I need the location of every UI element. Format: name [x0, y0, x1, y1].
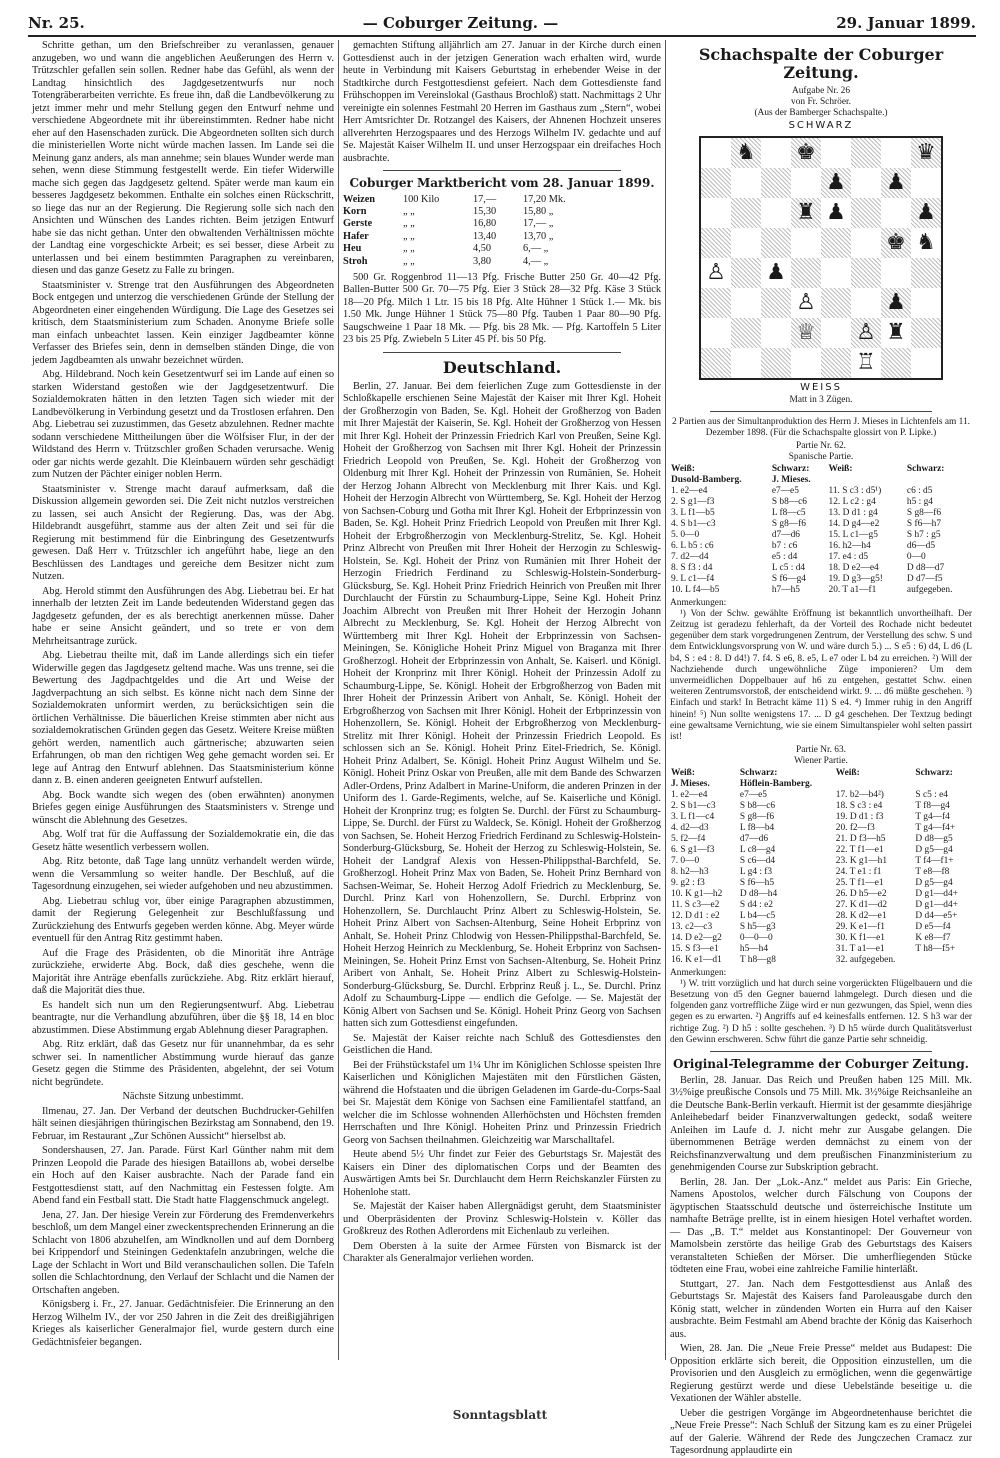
- column-1: [32, 40, 334, 1375]
- move-cell: S c5 : e4: [915, 789, 948, 800]
- issue-number: Nr. 25.: [28, 14, 85, 32]
- chess-problem-number: Aufgabe Nr. 26: [791, 86, 851, 96]
- game-62-notes: ¹) Von der Schw. gewählte Eröffnung ist bekanntlich unvortheilhaft. Der Zeitzug ist geradezu fehlerhaft, da der Vorteil des Rochade nicht bedeutet gegenüber dem stark vorgedrungenen Zentrum, der Verstellung des schw. S und dem Entwicklungsvorsprung von W. und wäre durch 5.) ... S e5 : 6) d4, L d6 (L b4, S : e4 : 8. D d4!) 7. f4. S e6, 8. e5, L e7 oder L b4 zu erreichen. ²) Will der Nachziehende durch ungewöhnliche Züge imponieren? Um dem unvermeidlichen Doppelbauer auf h6 zu entgehen, gestattet Schw. einen weiteren Zentrumsvorstoß, der entscheidend wirkt. 9. ... d6 müßte geschehen. ³) Einfach und stark! In Betracht käme 11) S e4. ⁴) Immer ruhig in den Angriff hinein! ⁵) Nun sollte wenigstens 17. ... D g4 geschehen. Der Textzug bedingt eine gewaltsame Vernichtung, wie sie einem Simultanspieler wohl selten passirt ist!: [670, 608, 972, 743]
- move-row: [670, 497, 972, 508]
- move-cell: c6 : d5: [906, 485, 933, 496]
- move-cell: 25. T f1—e1: [835, 877, 884, 888]
- chess-square: [701, 168, 731, 198]
- chess-square: [701, 198, 731, 228]
- move-cell: 9. g2 : f3: [671, 877, 705, 888]
- move-cell: S f6—g4: [771, 573, 806, 584]
- chess-problem-author: von Fr. Schröer.: [791, 97, 851, 108]
- chess-square: [851, 348, 881, 378]
- black-label: SCHWARZ: [788, 119, 854, 131]
- move-cell: 11. S c3—e2: [671, 899, 720, 910]
- page-header: [28, 6, 976, 37]
- move-cell: 10. K g1—h2: [671, 888, 723, 899]
- masthead: — Coburger Zeitung. —: [362, 14, 559, 32]
- column-rule: [338, 40, 339, 1360]
- market-row: Korn „ „ 15,30 15,80 „: [343, 205, 554, 217]
- move-cell: S f6—h7: [906, 518, 942, 529]
- market-row: Gerste „ „ 16,80 17,— „: [343, 218, 554, 230]
- notes-title: Anmerkungen:: [670, 967, 727, 978]
- article-paragraph: Abg. Wolf trat für die Auffassung der Sozialdemokratie ein, die das Gesetz hätte wesentlich verbessern wollen.: [32, 829, 334, 853]
- move-cell: 21. D f3—h5: [835, 833, 886, 844]
- move-cell: 15. S f3—e1: [671, 943, 719, 954]
- article-paragraph: Königsberg i. Fr., 27. Januar. Gedächtnisfeier. Die Erinnerung an den Herzog Wilhelm IV., der vor 250 Jahren in die Zeit des dreißigjährigen Krieges als kaiserlicher Generalmajor fiel, wurde gestern durch eine Gedächtnisfeier begangen.: [32, 1299, 334, 1348]
- move-cell: e7—e5: [739, 789, 767, 800]
- chess-square: [881, 168, 911, 198]
- telegram-section-title: Original-Telegramme der Coburger Zeitung.: [673, 1057, 969, 1072]
- move-cell: D d8—d7: [906, 562, 945, 573]
- chess-square: [821, 348, 851, 378]
- page-footer: Sonntagsblatt: [452, 1408, 548, 1422]
- chess-problem-source: (Aus der Bamberger Schachspalte.): [754, 108, 888, 119]
- move-cell: 11. S c3 : d5¹): [828, 485, 882, 496]
- move-cell: d6—d5: [906, 540, 936, 551]
- chess-square: [821, 288, 851, 318]
- chess-piece-icon: ♟: [916, 200, 936, 226]
- move-cell: 26. D h5—e2: [835, 888, 887, 899]
- move-cell: 6. S g1—f3: [671, 844, 715, 855]
- chess-square: [791, 318, 821, 348]
- move-cell: S f6—h5: [739, 877, 775, 888]
- chess-piece-icon: ♟: [826, 170, 846, 196]
- move-cell: 16. h2—h4: [828, 540, 871, 551]
- article-paragraph: Bei der Frühstückstafel um 1¼ Uhr im Königlichen Schlosse speisten Ihre Kaiserlichen und Königlichen Majestäten mit den Fürstlichen Gästen, während die Hofstaaten und die übrigen Geladenen im Garde-du-Corps-Saal bei Sr. Majestät dem Könige von Sachsen eine Familientafel stattfand, an welcher die im Schlosse wohnenden Allerhöchsten und Höchsten fremden Herrschaften und Ihre Königl. Hoheiten Prinz und Prinzessin Friedrich Georg von Sachsen theilnahmen. Gleichzeitig war Marschalltafel.: [343, 1059, 661, 1146]
- move-cell: 29. K e1—f1: [835, 921, 885, 932]
- move-cell: 20. T a1—f1: [828, 584, 877, 595]
- move-cell: 3. L f1—c4: [671, 811, 715, 822]
- issue-date: 29. Januar 1899.: [836, 14, 976, 32]
- move-row: [670, 486, 972, 497]
- chess-square: [761, 138, 791, 168]
- move-cell: h5—h4: [739, 943, 769, 954]
- move-cell: S d4 : e2: [739, 899, 773, 910]
- move-cell: 9. L c1—f4: [671, 573, 715, 584]
- article-paragraph: Abg. Bock wandte sich wegen des (oben erwähnten) anonymen Briefes gegen einige Ausführungen des Staatsministers v. Strenge und wünscht die Ablehnung des Gesetzes.: [32, 789, 334, 826]
- chess-square: [761, 348, 791, 378]
- notes-title: Anmerkungen:: [670, 597, 727, 608]
- game-63-opening: Wiener Partie.: [794, 756, 848, 767]
- chess-square: [851, 168, 881, 198]
- move-cell: 30. K f1—e1: [835, 932, 885, 943]
- move-cell: 4. d2—d3: [671, 822, 709, 833]
- move-cell: S g8—f6: [771, 518, 806, 529]
- chess-piece-icon: ♟: [886, 170, 906, 196]
- market-row: Heu „ „ 4,50 6,— „: [343, 243, 549, 255]
- chess-square: [761, 258, 791, 288]
- move-cell: 2. S g1—f3: [671, 496, 715, 507]
- article-paragraph: gemachten Stiftung alljährlich am 27. Januar in der Kirche durch einen Gottesdienst auch in der jetzigen Generation wach erhalten wird, wurde heute in Verbindung mit Kaisers Geburtstag in erhebender Weise in der Stadtkirche durch Festgottesdienst gefeiert. Nach dem Gottesdienste fand Frühschoppen im Vereinslokal (Gasthaus Brochloß) statt. Nachmittags 2 Uhr vereinigte ein solennes Festmahl 20 Herren im Gasthaus zum „Stern“, wobei Herr Amtsrichter Dr. Rotzangel des Kaisers, der Ahnenen Hochzeit unseres allverehrten Herzogspaares und des Herzogs Wilhelm IV. gedachte und auf Se. Majestät Kaiser Wilhelm II. und unser Herzogspaar ein dreifaches Hoch ausbrachte.: [343, 40, 661, 164]
- white-label: WEISS: [800, 382, 842, 394]
- move-cell: S b8—c6: [739, 800, 776, 811]
- article-paragraph: Abg. Ritz betonte, daß Tage lang unnütz verhandelt werden würde, wenn die Versammlung so weiter handle. Der Beschluß, auf die Tagesordnung einzugehen, sei wieder aufgehoben und neu abzustimmen.: [32, 856, 334, 892]
- column-3: [670, 40, 972, 1457]
- move-row: [670, 911, 972, 922]
- section-divider: [383, 352, 621, 353]
- move-cell: h7—h5: [771, 584, 800, 595]
- move-row: [670, 790, 972, 801]
- article-paragraph: Abg. Liebetrau schlug vor, über einige Paragraphen abzustimmen, damit der Regierung Gelegenheit zur Beschlußfassung und Zurückziehung des Entwurfs gegeben werden könne. Abg. Meyer würde eventuell für den Antrag Ritz gestimmt haben.: [32, 895, 334, 944]
- chess-square: [911, 168, 941, 198]
- move-cell: S b8—c6: [771, 496, 807, 507]
- move-cell: [914, 955, 972, 966]
- move-row: [670, 812, 972, 823]
- move-cell: 3. L f1—b5: [671, 507, 715, 518]
- chess-square: [761, 288, 791, 318]
- move-cell: 5. 0—0: [671, 529, 700, 540]
- move-column-header: Schwarz:: [739, 767, 778, 778]
- telegram-paragraph: Berlin, 28. Jan. Der „Lok.-Anz.“ meldet aus Paris: Ein Grieche, Namens Apostolos, welcher durch Fälschung von Coupons der ägyptischen Staatsschuld deutsche und österreichische Institute um namhafte Beträge prellte, ist in einem hiesigen Hotel verhaftet worden. — Das „B. T.“ meldet aus Konstantinopel: Der Gouverneur von Mamolsbein zerstörte das heilige Grab des Geburtstags des Kaisers veranstalteten Schießen der Mörser. Die umherfliegenden Stücke tödteten eine Frau, wobei eine zahlreiche Familie hinterläßt.: [670, 1176, 972, 1276]
- market-report-title: Coburger Marktbericht vom 28. Januar 1899.: [349, 176, 655, 190]
- chess-square: [701, 288, 731, 318]
- move-cell: D e5—f4: [915, 921, 951, 932]
- move-cell: D g1—d4+: [915, 899, 958, 910]
- move-row: [670, 574, 972, 585]
- telegram-paragraph: Berlin, 28. Januar. Das Reich und Preußen haben 125 Mill. Mk. 3½%ige preußische Consols und 75 Mill. Mk. 3½%ige Reichsanleihe an die Deutsche Bank-Berlin verkauft. Hiermit ist der gesammte diesjährige Anleihebedarf beider Finanzverwaltungen gedeckt, sodaß weitere Anleihen im Laufe d. J. nicht mehr zur Ausgabe gelangen. Die übernommenen Beträge werden demnächst zu einem von der Reichsfinanzverwaltung und dem preußischen Finanzministerium zu genehmigenden Course zur Subskription gebracht.: [670, 1074, 972, 1174]
- move-cell: L c5 : d4: [771, 562, 806, 573]
- move-cell: 7. 0—0: [671, 855, 700, 866]
- move-cell: L c8—g4: [739, 844, 776, 855]
- chess-square: [851, 288, 881, 318]
- article-paragraph: Sondershausen, 27. Jan. Parade. Fürst Karl Günther nahm mit dem Prinzen Leopold die Parade des hiesigen Bataillons ab, wobei derselbe ein Hoch auf den Kaiser ausbrachte. Nach der Parade fand ein Festgottesdienst statt, auf den Nachmittag ein Festessen folgte. Am Abend fand ein Festball statt. Die Stadt hatte Flaggenschmuck angelegt.: [32, 1145, 334, 1206]
- chess-square: [701, 138, 731, 168]
- move-row: [670, 922, 972, 933]
- move-column-header: Schwarz:: [771, 463, 810, 474]
- move-row: [670, 530, 972, 541]
- chess-square: [881, 138, 911, 168]
- move-cell: S h7 : g5: [906, 529, 941, 540]
- chess-square: [761, 228, 791, 258]
- move-cell: T g4—f4+: [915, 822, 956, 833]
- chess-square: [821, 138, 851, 168]
- move-cell: T f4—f1+: [915, 855, 954, 866]
- chess-column-title: Schachspalte der Coburger Zeitung.: [698, 45, 944, 82]
- section-title-deutschland: Deutschland.: [442, 357, 562, 377]
- move-cell: 27. K d1—d2: [835, 899, 888, 910]
- game-62-title: Partie Nr. 62.: [796, 441, 846, 452]
- chess-square: [911, 138, 941, 168]
- section-divider: [710, 411, 932, 412]
- move-cell: D d7—f5: [906, 573, 943, 584]
- chess-square: [851, 198, 881, 228]
- move-column-header: Weiß:: [828, 463, 853, 474]
- game-63-title: Partie Nr. 63.: [796, 745, 846, 756]
- column-rule: [665, 40, 666, 1360]
- move-cell: L g4 : f3: [739, 866, 773, 877]
- move-cell: 0—0—0: [739, 932, 773, 943]
- move-row: [670, 845, 972, 856]
- chess-square: [851, 318, 881, 348]
- move-column-header: Weiß:: [671, 463, 695, 474]
- market-row: Weizen 100 Kilo 17,— 17,20 Mk.: [343, 193, 566, 205]
- move-row: [670, 519, 972, 530]
- move-cell: D d4—e5+: [915, 910, 958, 921]
- move-cell: 31. T a1—e1: [835, 943, 885, 954]
- move-row: [670, 552, 972, 563]
- move-cell: 20. f2—f3: [835, 822, 875, 833]
- move-row: [670, 933, 972, 944]
- article-paragraph: Auf die Frage des Präsidenten, ob die Minorität ihre Anträge zurückziehe, erwiderte Abg. Bock, daß dies geschehe, wenn die Majorität ihre Anträge ebenfalls zurückziehe. Abg. Ritz erklärt hierauf, daß die Majorität dies thue.: [32, 947, 334, 996]
- chess-piece-icon: ♟: [826, 200, 846, 226]
- chess-square: [761, 168, 791, 198]
- chess-piece-icon: ♟: [766, 260, 786, 286]
- move-cell: 16. K e1—d1: [671, 954, 722, 965]
- chess-piece-icon: ♚: [886, 230, 906, 256]
- telegram-paragraph: Stuttgart, 27. Jan. Nach dem Festgottesdienst aus Anlaß des Geburtstags Sr. Majestät des Kaisers fand Paroleausgabe durch den König statt, welcher in zündenden Worten ein Hurra auf den Kaiser ausbrachte. Beim Festmahl am Abend brachte der König das Kaiserhoch aus.: [670, 1278, 972, 1340]
- move-cell: b7 : c6: [771, 540, 798, 551]
- chess-square: [791, 228, 821, 258]
- move-cell: 17. e4 : d5: [828, 551, 869, 562]
- chess-square: [791, 258, 821, 288]
- article-paragraph: Abg. Liebetrau theilte mit, daß im Lande allerdings sich ein tiefer Widerwille gegen das Jagdgesetz geltend mache. Was uns trenne, sei die Bewertung des Jagdpachtgeldes und die Art und Weise der Jagdverpachtung an sich selbst. Es könne nicht nach dem Sinne der Sozialdemokraten unformirt werden, zu berücksichtigen sein die örtlichen Verhältnisse. Die bäuerlichen Kreise stimmten aber nicht aus sozialdemokratischen Gründen gegen das Gesetz. Weitere Kreise müßten gehört werden, namentlich auch gärtnerische; abzuwarten seien Erfahrungen, ob man den richtigen Weg gehe gemacht worden sei. Er lege auf Antrag den Entwurf ablehnen. Das Staatsministerium könne dann z. B. einen anderen geeigneten Entwurf aufstellen.: [32, 650, 334, 786]
- move-cell: 14. D g4—e2: [828, 518, 880, 529]
- move-cell: e7—e5: [771, 485, 799, 496]
- move-cell: 32. aufgegeben.: [835, 954, 896, 965]
- move-cell: 13. c2—c3: [671, 921, 713, 932]
- chess-square: [731, 318, 761, 348]
- article-paragraph: Se. Majestät der Kaiser reichte nach Schluß des Gottesdienstes den Geistlichen die Hand.: [343, 1032, 661, 1057]
- article-paragraph: Abg. Ritz erklärt, daß das Gesetz nur für unannehmbar, da es sehr schwer sei. In namentlicher Abstimmung wurde hierauf das ganze Gesetz gegen die Stimme des Präsidenten, abgelehnt, der sei Votum nicht begründete.: [32, 1039, 334, 1088]
- move-row: [670, 889, 972, 900]
- move-cell: 6. L b5 : c6: [671, 540, 714, 551]
- move-cell: d7—d6: [739, 833, 769, 844]
- move-row: [670, 900, 972, 911]
- move-column-header: Schwarz:: [906, 463, 945, 474]
- move-cell: e5 : d4: [771, 551, 798, 562]
- article-paragraph: Ilmenau, 27. Jan. Der Verband der deutschen Buchdrucker-Gehilfen hält seinen diesjährigen thüringischen Bezirkstag am Sonnabend, den 19. Februar, im Restaurant „Zur Schönen Aussicht“ hierselbst ab.: [32, 1105, 334, 1142]
- article-paragraph: Abg. Hildebrand. Noch kein Gesetzentwurf sei im Lande auf einen so starken Widerstand gestoßen wie der Jagdgesetzentwurf. Die Sozialdemokraten hätten in den letzten Tagen sich wieder mit der Landbevölkerung in Verbindung gesetzt und da Trostlosen erfahren. Den Abg. Liebetrau sei zuzustimmen, das Gesetz abzulehnen. Redner machte sodann verschiedene Mittheilungen über die Wölfsiser Flur, in der der Wildstand des Herrn v. Trützschler großen Schaden verursache. Wenig oder gar nichts werde gezahlt. Die Kleinbauern würden sehr geschädigt zum Nutzen der Pächter einiger noblen Herrn.: [32, 369, 334, 480]
- move-cell: 19. D g3—g5!: [828, 573, 883, 584]
- article-paragraph: Se. Majestät der Kaiser haben Allergnädigst geruht, dem Staatsminister und Oberpräsidenten der Provinz Schleswig-Holstein v. Köller das Großkreuz des Rothen Adlerordens mit Eichenlaub zu verleihen.: [343, 1201, 661, 1238]
- move-cell: 14. D e2—g2: [671, 932, 722, 943]
- move-cell: 2. S b1—c3: [671, 800, 716, 811]
- move-row: [670, 541, 972, 552]
- article-paragraph: Nächste Sitzung unbestimmt.: [122, 1091, 244, 1102]
- move-cell: 5. f2—f4: [671, 833, 706, 844]
- chess-square: [731, 198, 761, 228]
- move-cell: aufgegeben.: [906, 584, 953, 595]
- game-63-moves: [670, 768, 972, 966]
- chess-piece-icon: ♚: [796, 140, 816, 166]
- move-column-header: Schwarz:: [915, 767, 953, 778]
- chess-piece-icon: ♙: [706, 260, 726, 286]
- move-cell: 24. T e1 : f1: [835, 866, 882, 877]
- chess-piece-icon: ♞: [916, 230, 936, 256]
- telegram-paragraph: Ueber die gestrigen Vorgänge im Abgeordnetenhause berichtet die „Neue Freie Presse“: Nach Schluß der Sitzung kam es zu einer Prügelei auf der Galerie. Während der Rede des Jungczechen Cramacz zur Tagesordnung applaudirte ein: [670, 1407, 972, 1457]
- player-name: J. Mieses.: [671, 778, 710, 789]
- market-row: Stroh „ „ 3,80 4,— „: [343, 255, 549, 267]
- chess-square: [821, 198, 851, 228]
- article-paragraph: Abg. Herold stimmt den Ausführungen des Abg. Liebetrau bei. Er hat innerhalb der letzten Zeit im Lande bedeutenden Widerstand gegen das Jagdgesetz gefunden, der es als berechtigt anerkennen müsse. Daher habe er seine Ansicht geändert, und so trete er von dem Mehrheitsantrage zurück.: [32, 585, 334, 647]
- move-cell: S h5—g3: [739, 921, 776, 932]
- chess-square: [821, 258, 851, 288]
- chess-piece-icon: ♙: [796, 290, 816, 316]
- move-cell: 12. L c2 : g4: [828, 496, 876, 507]
- move-cell: D g5—g4: [915, 877, 953, 888]
- move-cell: d7—d6: [771, 529, 800, 540]
- chess-square: [701, 228, 731, 258]
- move-cell: 18. S c3 : e4: [835, 800, 883, 811]
- chess-piece-icon: ♙: [856, 320, 876, 346]
- move-row: [670, 867, 972, 878]
- chess-piece-icon: ♖: [856, 350, 876, 376]
- chess-square: [701, 348, 731, 378]
- chess-square: [821, 318, 851, 348]
- chess-square: [791, 168, 821, 198]
- section-divider: [710, 1051, 932, 1052]
- chess-square: [911, 318, 941, 348]
- chess-piece-icon: ♟: [886, 290, 906, 316]
- chess-square: [911, 288, 941, 318]
- article-paragraph: Staatsminister v. Strenge macht darauf aufmerksam, daß die Diskussion allgemein geworden sei. Die Zeit nicht nutzlos verstreichen zu lassen, sei auch Ansicht der Regierung. Das, was der Abg. Hildebrandt ausgeführt, stamme aus der alten Zeit und sei für die Regierung mit bestimmend für die Einbringung des Gesetzentwurfs gewesen. Daß Herr v. Trützschler ich angeführt habe, liege an den Beschlüssen des Landtages und gereiche dem Besitzer nicht zum Nutzen.: [32, 483, 334, 582]
- move-cell: 12. D d1 : e2: [671, 910, 720, 921]
- chess-square: [881, 198, 911, 228]
- move-row: [670, 955, 972, 966]
- chess-piece-icon: ♞: [736, 140, 756, 166]
- move-column-header: Weiß:: [835, 767, 860, 778]
- move-cell: 13. D d1 : g4: [828, 507, 878, 518]
- telegram-paragraph: Wien, 28. Jan. Die „Neue Freie Presse“ meldet aus Budapest: Die Opposition erklärte sich bereit, die Opposition einzustellen, um die Provisorien und den Ausgleich zu ermöglichen, wenn die gegenwärtige Regierung gestürzt werde und diese Uebelstände beseitige u. die Vexationen der Wähler abstelle.: [670, 1343, 972, 1405]
- move-cell: T h8—g8: [739, 954, 776, 965]
- player-name: J. Mieses.: [771, 474, 811, 485]
- move-cell: 19. D d1 : f3: [835, 811, 884, 822]
- market-row: Hafer „ „ 13,40 13,70 „: [343, 230, 554, 242]
- chess-square: [731, 138, 761, 168]
- move-cell: 4. S b1—c3: [671, 518, 716, 529]
- market-table: [343, 194, 661, 268]
- move-cell: D d8—g5: [915, 833, 953, 844]
- chess-square: [881, 288, 911, 318]
- move-cell: T h8—f5+: [915, 943, 956, 954]
- move-cell: 17. b2—b4²): [835, 789, 884, 800]
- player-name: Höflein-Bamberg.: [739, 778, 813, 789]
- move-cell: h5 : g4: [906, 496, 933, 507]
- article-paragraph: Berlin, 27. Januar. Bei dem feierlichen Zuge zum Gottesdienste in der Schloßkapelle erschienen Seine Majestät der Kaiser mit Ihrer Kgl. Hoheit der Großherzogin von Baden, Se. Kgl. Hoheit der Großherzog von Baden mit Ihrer Majestät der Kaiserin, Se. Kgl. Hoheit der Großherzog von Hessen mit Ihrer Kgl. Hoheit der Prinzessin Friedrich Karl von Preußen, Seine Kgl. Hoheit der Großherzog von Sachsen mit Ihrer Kgl. Hoheit der Prinzessin Friedrich Leopold von Preußen, Se. Kgl. Hoheit der Großherzog von Oldenburg mit Ihrer Kgl. Hoheit der Prinzessin von Rumänien, Se. Hoheit der Herzog Johann Albrecht von Mecklenburg mit Ihrer Kais. und Kgl. Hoheit der Herzogin Albrecht von Württemberg, Se. Kgl. Hoheit der Herzog von Sachsen-Coburg und Gotha mit Ihrer Kgl. Hoheit der Erbprinzessin von Baden, Se. Kgl. Hoheit Prinz Friedrich Leopold von Preußen mit Ihrer Kgl. Hoheit der Erbgroßherzogin von Mecklenburg-Strelitz, Se. Kgl. Hoheit Prinz Albrecht von Preußen mit Ihrer Hoheit der Herzogin zu Schleswig-Holstein, Se. Kgl. Hoheit der Prinz von Rumänien mit Ihrer Hoheit der Herzogin Friedrich Ferdinand zu Schleswig-Holstein-Sonderburg-Glücksburg, Se. Kgl. Hoheit Prinz Friedrich Heinrich von Preußen mit Ihrer Durchlaucht der Fürstin zu Schaumburg-Lippe, Seine Kgl. Hoheit Prinz Joachim Albrecht von Preußen mit Ihrer Hoheit der Herzogin Johann Albrecht zu Mecklenburg, Se. Kgl. Hoheit der Herzog Albrecht von Württemberg mit Ihrer Kgl. Hoheit der Erbprinzessin von Sachsen-Meiningen, Se. Königliche Hoheit Prinz Miguel von Braganza mit Ihrer Großherzogl. Hoheit der Erbprinzessin von Anhalt, Se. Kaiserl. und Königl. Hoheit der Kronprinz mit Ihrer Königl. Hoheit der Prinzessin Adolf zu Schaumburg-Lippe, Se. Königl. Hoheit der Erbgroßherzog von Baden mit Ihrer Hoheit der Prinzessin Aribert von Anhalt, Se. Königl. Hoheit der Erbgroßherzog von Sachsen mit Ihrer Königl. Hoheit der Erbprinzessin von Hohenzollern, Se. Königl. Hoheit der Erbgroßherzog von Mecklenburg-Strelitz mit Ihrer Königl. Hoheit der Prinzessin Friedrich Leopold. Es schlossen sich an Se. Königl. Hoheit Prinz Eitel-Friedrich, Se. Königl. Hoheit Prinz Adalbert, Se. Königl. Hoheit Prinz August Wilhelm und Se. Königl. Hoheit Prinz Oskar von Preußen, alle mit dem Bande des Schwarzen Adler-Ordens, Prinz Adalbert in Marine-Uniform, die anderen Prinzen in der Uniform des 1. Garde-Regiments, welche, auf Se. Kaiserliche und Königl. Hoheit der Kronprinz trug; es folgten Se. Durchl. der Fürst zu Schaumburg-Lippe, Se. Durchl. der Fürst zu Waldeck, Se. Königl. Hoheit der Großherzog von Sachsen, Se. Hoheit Herzog Friedrich Ferdinand zu Schleswig-Holstein-Sonderburg-Glücksburg, Se. Hoheit der Herzog zu Schleswig-Holstein, Se. Hoheit der Landgraf Alexis von Hessen-Philippsthal-Barchfeld, Se. Großherzogl. Hoheit Prinz Max von Baden, Se. Hoheit Prinz Bernhard von Sachsen-Weimar, Se. Hoheit Herzog Adolf Friedrich zu Mecklenburg, Se. Durchl. Prinz Karl von Hohenzollern, Se. Durchl. Erbprinz von Hohenzollern, Se. Durchlaucht Prinz Albert zu Schleswig-Holstein, Se. Hoheit Prinz Albert von Sachsen-Altenburg, Seine Hoheit Erbprinz von Anhalt, Se. Hoheit Prinz Chlodwig von Hessen-Philippsthal-Barchfeld, Se. Hoheit Herzog Heinrich zu Mecklenburg, Se. Hoheit Erbprinz von Sachsen-Meiningen, Se. Hoheit Prinz Ernst von Sachsen-Altenburg, Se. Hoheit Prinz Aribert von Anhalt, Se. Hoheit Prinz Albert zu Schleswig-Holstein-Sonderburg-Glücksburg, Se. Durchl. Erbprinz Reuß j. L., Se. Durchl. Prinz Adolf zu Schaumburg-Lippe — endlich die Gefolge. — Se. Majestät der König Albert von Sachsen und Se. Königl. Hoheit Prinz Georg von Sachsen hatten sich zum Gottesdienst eingefunden.: [343, 380, 661, 1030]
- move-cell: D g1—d4+: [915, 888, 958, 899]
- chess-square: [791, 138, 821, 168]
- game-63-notes: ¹) W. tritt vorzüglich und hat durch seine vorgerückten Flügelbauern und die Besetzung von d5 den Gegner bauernd lahmgelegt. Durch diesen und die folgenden ganz vortreffliche Züge wird er nun gezwungen, das Spiel, wenn dies gegen es zu erwarten. ²) Angriffs auf e4 keinesfalls entfernen. 12. S h3 war der richtige Zug. ²) D h5 : sollte geschehen. ³) D h5 würde durch Qualitätsverlust den Gewinn erschweren. Schw führt die ganze Partie sehr schneidig.: [670, 978, 972, 1045]
- move-cell: D g5—g4: [915, 844, 953, 855]
- chess-piece-icon: ♕: [796, 320, 816, 346]
- mate-in-three: Matt in 3 Zügen.: [789, 394, 853, 405]
- chess-square: [821, 168, 851, 198]
- move-cell: T g4—f4: [915, 811, 950, 822]
- move-row: [670, 856, 972, 867]
- game-62-opening: Spanische Partie.: [788, 452, 854, 463]
- move-cell: T f8—g4: [915, 800, 950, 811]
- move-cell: D d8—h4: [739, 888, 778, 899]
- move-cell: 1. e2—e4: [671, 485, 708, 496]
- move-cell: 23. K g1—h1: [835, 855, 888, 866]
- move-cell: 0—0: [906, 551, 926, 562]
- games-intro: 2 Partien aus der Simultanproduktion des Herrn J. Mieses in Lichtenfels am 11. Dezember 1898. (Für die Schachspalte glossirt von P. Lipke.): [671, 416, 971, 439]
- chess-piece-icon: ♛: [916, 140, 936, 166]
- chess-square: [881, 228, 911, 258]
- chess-square: [791, 348, 821, 378]
- chess-piece-icon: ♜: [796, 200, 816, 226]
- section-divider: [383, 170, 621, 171]
- move-cell: S c6—d4: [739, 855, 776, 866]
- move-cell: 8. h2—h3: [671, 866, 709, 877]
- article-paragraph: Staatsminister v. Strenge trat den Ausführungen des Abgeordneten Bock entgegen und unterzog die verschiedenen Gründe der Stellung der Abgeordneten einer eingehenden Würdigung. Die Lage des Gesetzes sei kritisch, dem Staatsministerium zum Schaden. Anonyme Briefe solle man einfach unbeachtet lassen. Kein einziger Jagdbeamter könne Verfasser des Briefes sein, denn in demselben ständen Dinge, die von jedem Jagdbeamten als unwahr bezeichnet würden.: [32, 279, 334, 366]
- article-paragraph: Schritte gethan, um den Briefschreiber zu veranlassen, genauer anzugeben, wo und wann die angeblichen Aeußerungen des Herrn v. Trützschler gefallen sein sollen. Redner habe das Gefühl, als wenn der Landtag hinsichtlich des Jagdgesetzentwurfs nur noch Totengräberarbeiten verrichte. Es freue ihn, daß die Landbevölkerung zu jetzt immer mehr und mehr Stellung gegen den Entwurf nehme und verschiedene Abgeordnete mit ihr übereinstimmten. Redner habe nicht eher auf den Hasenschaden zurück. Die Abgeordneten sollten sich durch die ministeriellen Worte nicht würde machen lassen. Im Lande sei die Meinung ganz anders, als man annehme; sein blaues Wunder werde man sehen, wenn diese Stimmung festgestellt werde. Ein tiefer Widerwille mache sich gegen das Jagdgesetz geltend. Später werde man kaum ein besseres Jagdgesetz bekommen. Enthalte ein solches einen Rückschritt, so liege das nur an der Regierung. Die Regierung solle sich nach den Ansichten und Wünschen des Landes richten. Beim jetzigen Entwurf habe sie das nicht gethan. Unter den obwaltenden Verhältnissen möchte der Landtag eine vorgeschickte Arbeit; es sei besser, diese Arbeit zu unterlassen und bei einem bestimmten Paragraphen zu vereinbaren, diesen und das ganze Gesetz zu Falle zu bringen.: [32, 40, 334, 276]
- move-row: [670, 563, 972, 574]
- move-cell: T e8—f8: [915, 866, 950, 877]
- move-cell: L b4—c5: [739, 910, 776, 921]
- chess-square: [731, 228, 761, 258]
- chess-square: [881, 258, 911, 288]
- chess-square: [911, 228, 941, 258]
- chess-square: [821, 228, 851, 258]
- game-62-moves: [670, 464, 972, 596]
- move-cell: 8. S f3 : d4: [671, 562, 713, 573]
- move-row: [670, 878, 972, 889]
- chess-square: [911, 258, 941, 288]
- chess-square: [761, 198, 791, 228]
- move-cell: 1. e2—e4: [671, 789, 708, 800]
- chess-square: [911, 348, 941, 378]
- column-2: [343, 40, 661, 1375]
- chess-square: [761, 318, 791, 348]
- chess-square: [881, 348, 911, 378]
- player-name: Dusold-Bamberg.: [671, 474, 742, 485]
- chess-square: [851, 138, 881, 168]
- move-cell: 22. T f1—e1: [835, 844, 884, 855]
- chess-square: [701, 258, 731, 288]
- move-cell: 18. D e2—e4: [828, 562, 879, 573]
- move-row: [670, 585, 972, 596]
- move-cell: 28. K d2—e1: [835, 910, 887, 921]
- move-cell: L f8—b4: [739, 822, 775, 833]
- move-cell: L f8—c5: [771, 507, 806, 518]
- chess-board: [699, 136, 943, 380]
- move-cell: S g8—f6: [739, 811, 775, 822]
- article-paragraph: Jena, 27. Jan. Der hiesige Verein zur Förderung des Fremdenverkehrs beschloß, um dem Mangel einer zweckentsprechenden Erinnerung an die Schlacht von 1806 abzuhelfen, am Windknollen und auf dem Dornberg bei Krippendorf und Steiningen Gedenktafeln anzubringen, welche die Lage der Schlacht in Wort und Bild veranschaulichen sollen. Die Tafeln sollen die Schlachtordnung, den Verlauf der Schlacht und die Namen der Ortschaften angeben.: [32, 1209, 334, 1296]
- chess-square: [791, 198, 821, 228]
- move-cell: 7. d2—d4: [671, 551, 709, 562]
- chess-square: [731, 288, 761, 318]
- move-row: [670, 801, 972, 812]
- move-cell: 10. L f4—b5: [671, 584, 720, 595]
- chess-square: [851, 228, 881, 258]
- move-row: [670, 823, 972, 834]
- move-cell: 15. L c1—g5: [828, 529, 878, 540]
- move-column-header: Weiß:: [671, 767, 695, 778]
- move-cell: K e8—f7: [915, 932, 951, 943]
- chess-square: [791, 288, 821, 318]
- move-row: [670, 508, 972, 519]
- chess-square: [851, 258, 881, 288]
- move-row: [670, 944, 972, 955]
- move-cell: S g8—f6: [906, 507, 942, 518]
- chess-piece-icon: ♜: [886, 320, 906, 346]
- chess-square: [881, 318, 911, 348]
- chess-square: [911, 198, 941, 228]
- article-paragraph: Dem Obersten à la suite der Armee Fürsten von Bismarck ist der Charakter als Generalmajor verliehen worden.: [343, 1240, 661, 1265]
- chess-square: [731, 258, 761, 288]
- chess-square: [701, 318, 731, 348]
- market-prices-text: 500 Gr. Roggenbrod 11—13 Pfg. Frische Butter 250 Gr. 40—42 Pfg. Ballen-Butter 500 Gr. 70—75 Pfg. Eier 3 Stück 28—32 Pfg. Käse 3 Stück 18—20 Pfg. Milch 1 Ltr. 15 bis 18 Pfg. Alte Hühner 1 Stück 1.— Mk. bis 1.50 Mk. Junge Hühner 1 Stück 75—80 Pfg. Tauben 1 Paar 80—90 Pfg. Saugschweine 1 Paar 18 Mk. — Pfg. bis 28 Mk. — Pfg. Kartoffeln 5 Liter 23 bis 25 Pfg. Zwiebeln 5 Liter 45 Pf. bis 50 Pfg.: [343, 271, 661, 346]
- article-paragraph: Heute abend 5½ Uhr findet zur Feier des Geburtstags Sr. Majestät des Kaisers ein Diner des diplomatischen Corps und der Beamten des Auswärtigen Amts bei Sr. Durchlaucht dem Herrn Reichskanzler Fürsten zu Hohenlohe statt.: [343, 1149, 661, 1198]
- chess-square: [731, 348, 761, 378]
- move-row: [670, 834, 972, 845]
- article-paragraph: Es handelt sich nun um den Regierungsentwurf. Abg. Liebetrau beantragte, nur die Verhandlung abzuführen, über die §§ 18, 14 en bloc abzustimmen. Diese Abstimmung ergab Ablehnung dieser Paragraphen.: [32, 999, 334, 1036]
- chess-square: [731, 168, 761, 198]
